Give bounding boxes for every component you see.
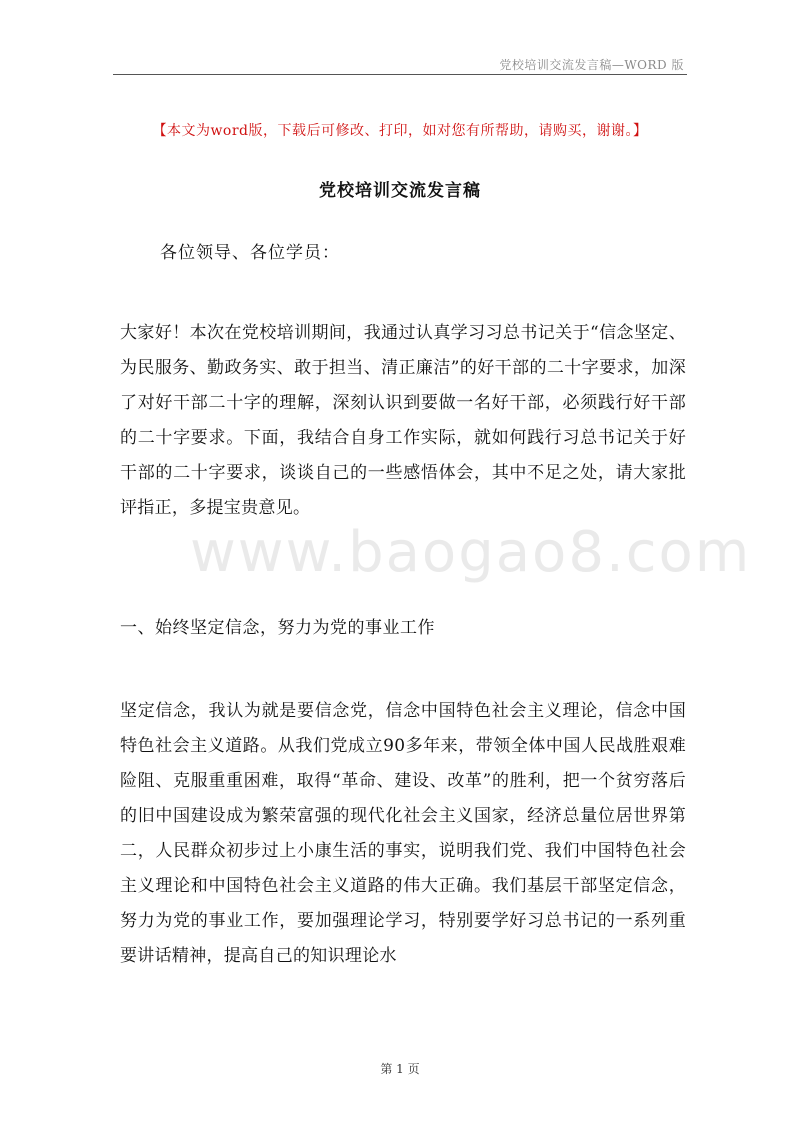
greeting: 各位领导、各位学员： — [160, 243, 340, 263]
download-notice: 【本文为word版，下载后可修改、打印，如对您有所帮助，请购买，谢谢。】 — [152, 123, 648, 139]
section-heading-1: 一、始终坚定信念，努力为党的事业工作 — [120, 618, 435, 638]
watermark: www.baogao8.com — [190, 520, 752, 585]
page-number: 第 1 页 — [380, 1062, 420, 1076]
paragraph-section-1: 坚定信念，我认为就是要信念党，信念中国特色社会主义理论，信念中国特色社会主义道路。从我们党成立90多年来，带领全体中国人民战胜艰难险阻、克服重重困难，取得“革命、建设、改革”的胜利，把一个贫穷落后的旧中国建设成为繁荣富强的现代化社会主义国家，经济总量位居世界第二，人民群众初步过上小康生活的事实，说明我们党、我们中国特色社会主义理论和中国特色社会主义道路的伟大正确。我们基层干部坚定信念，努力为党的事业工作，要加强理论学习，特别要学好习总书记的一系列重要讲话精神，提高自己的知识理论水 — [120, 701, 686, 966]
document-title: 党校培训交流发言稿 — [319, 181, 481, 201]
running-header: 党校培训交流发言稿—WORD 版 — [499, 58, 684, 72]
header-rule — [113, 74, 687, 75]
paragraph-intro: 大家好！本次在党校培训期间，我通过认真学习习总书记关于“信念坚定、为民服务、勤政务实、敢于担当、清正廉洁”的好干部的二十字要求，加深了对好干部二十字的理解，深刻认识到要做一名好干部，必须践行好干部的二十字要求。下面，我结合自身工作实际，就如何践行习总书记关于好干部的二十字要求，谈谈自己的一些感悟体会，其中不足之处，请大家批评指正，多提宝贵意见。 — [120, 323, 686, 518]
